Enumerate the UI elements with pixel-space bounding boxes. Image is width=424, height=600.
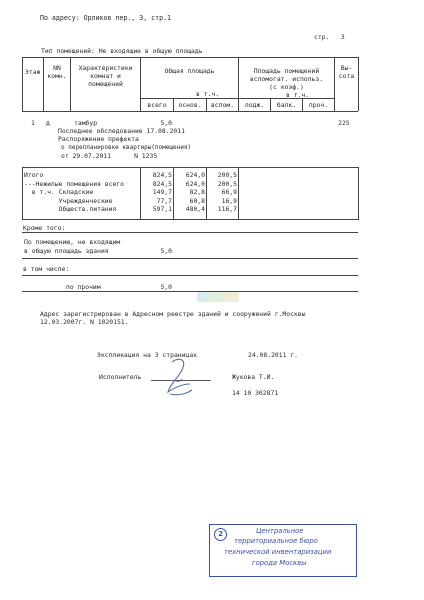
stamp-line3: технической инвентаризации bbox=[224, 548, 332, 556]
col-aux-header: вспом. bbox=[210, 101, 235, 109]
besides-border-bottom bbox=[22, 258, 358, 259]
col-total-area-header: Общая площадь bbox=[164, 67, 215, 75]
col-balcony-header: балк. bbox=[276, 101, 297, 109]
col-characteristics-header-3: помещений bbox=[88, 80, 123, 88]
summary-total: 77,7 bbox=[156, 196, 172, 205]
besides-label: Кроме того: bbox=[23, 224, 66, 232]
registry-line1: Адрес зарегистрирован в Адресном реестре зданий и сооружений г.Москвы bbox=[40, 310, 306, 318]
executor-code: 14 10 302871 bbox=[232, 389, 279, 397]
summary-main: 624,0 bbox=[185, 171, 205, 179]
document-address: По адресу: Орликов пер., 3, стр.1 bbox=[40, 14, 172, 22]
row-room-no: д bbox=[46, 119, 50, 127]
besides-border-top bbox=[22, 232, 358, 233]
faint-watermark bbox=[197, 292, 239, 302]
bti-stamp bbox=[209, 524, 357, 577]
summary-total: 824,5 bbox=[152, 171, 172, 179]
col-divider bbox=[358, 57, 359, 111]
col-room-no-header-2: комн. bbox=[47, 72, 67, 80]
col-divider bbox=[22, 57, 23, 111]
col-other-header: проч. bbox=[308, 101, 329, 109]
summary-aux: 66,9 bbox=[221, 188, 237, 196]
summary-bottom-border bbox=[22, 219, 358, 220]
executor-label: Исполнитель bbox=[99, 373, 142, 381]
stamp-line1: Центральное bbox=[256, 527, 304, 535]
signature bbox=[160, 354, 200, 402]
summary-total: 149,7 bbox=[152, 188, 172, 196]
col-characteristics-header-2: комнат и bbox=[90, 72, 121, 80]
summary-col-divider bbox=[206, 167, 207, 219]
row-note-replan: о перепланировке квартиры(помещения) bbox=[61, 144, 192, 151]
summary-main: 60,8 bbox=[189, 196, 205, 205]
stamp-number-badge: 2 bbox=[214, 528, 227, 541]
stamp-line4: города Москвы bbox=[252, 559, 307, 567]
col-characteristics-header: Характеристики bbox=[78, 64, 133, 72]
summary-left-border bbox=[22, 167, 23, 219]
row-floor: 1 bbox=[31, 119, 35, 127]
summary-col-divider bbox=[238, 167, 239, 219]
including-value: 5,0 bbox=[160, 283, 172, 291]
summary-main: 624,0 bbox=[185, 179, 205, 188]
row-note-survey: Последнее обследование 17.08.2011 bbox=[58, 127, 185, 135]
including-border-top bbox=[22, 275, 358, 276]
summary-col-divider bbox=[173, 167, 174, 219]
col-aux-area-header-2: вспомогат. использ. bbox=[249, 75, 324, 83]
col-height-header: Вы- bbox=[340, 64, 353, 72]
row-note-order: Распоряжение префекта bbox=[58, 135, 139, 143]
summary-col-divider bbox=[140, 167, 141, 219]
page-number: стр. 3 bbox=[314, 33, 345, 41]
col-aux-area-header-3: (с коэф.) bbox=[269, 83, 304, 91]
summary-aux: 16,9 bbox=[221, 196, 237, 205]
col-loggia-header: лодж. bbox=[244, 101, 265, 109]
summary-label: ---Нежилые помещения всего bbox=[24, 179, 125, 188]
summary-aux: 200,5 bbox=[217, 179, 237, 188]
col-height-header-2: сота bbox=[338, 72, 355, 80]
besides-line1: По помещению, не входящим bbox=[24, 238, 121, 246]
col-total-header: всего bbox=[147, 101, 167, 109]
summary-label: Итого bbox=[24, 171, 44, 179]
including-border-bottom bbox=[22, 291, 358, 292]
col-room-no-header: NN bbox=[53, 64, 61, 72]
summary-label: Обществ.питания bbox=[24, 205, 117, 213]
besides-line2: в общую площадь здания bbox=[24, 247, 109, 255]
row-note-date: от 29.07.2011 N 1235 bbox=[61, 152, 158, 160]
summary-label: в т.ч. Складские bbox=[24, 188, 94, 196]
registry-line2: 12.03.2007г. N 1020151. bbox=[40, 318, 129, 326]
summary-total: 824,5 bbox=[152, 179, 172, 188]
explication-date: 24.08.2011 г. bbox=[248, 351, 299, 359]
including-item: по прочим bbox=[66, 283, 101, 291]
summary-aux: 116,7 bbox=[217, 205, 237, 213]
explication-text: Экспликация на 3 страницах bbox=[97, 351, 198, 359]
col-aux-vtch-label: в т.ч. bbox=[286, 91, 310, 99]
including-label: в том числе: bbox=[23, 265, 70, 273]
row-total-area: 5,0 bbox=[160, 119, 172, 127]
summary-total: 597,1 bbox=[152, 205, 172, 213]
table-top-border bbox=[22, 57, 358, 58]
table-header-bottom-border bbox=[22, 111, 358, 112]
besides-value: 5,0 bbox=[160, 247, 172, 255]
stamp-line2: территориальное бюро bbox=[234, 537, 318, 545]
summary-main: 480,4 bbox=[185, 205, 205, 213]
row-room-name: тамбур bbox=[74, 119, 98, 127]
col-vtch-label: в т.ч. bbox=[196, 90, 220, 98]
summary-aux: 200,5 bbox=[217, 171, 237, 179]
col-aux-area-header: Площадь помещений bbox=[253, 67, 320, 75]
summary-label: Учрежденческие bbox=[24, 196, 113, 205]
room-type-title: Тип помещений: Не входящие в общую площадь bbox=[41, 47, 203, 55]
row-height: 225 bbox=[338, 119, 350, 127]
col-floor-header: Этаж bbox=[25, 68, 41, 76]
executor-name: Жукова Т.И. bbox=[232, 373, 275, 381]
summary-main: 82,8 bbox=[189, 188, 205, 196]
col-main-header: основ. bbox=[178, 101, 202, 109]
